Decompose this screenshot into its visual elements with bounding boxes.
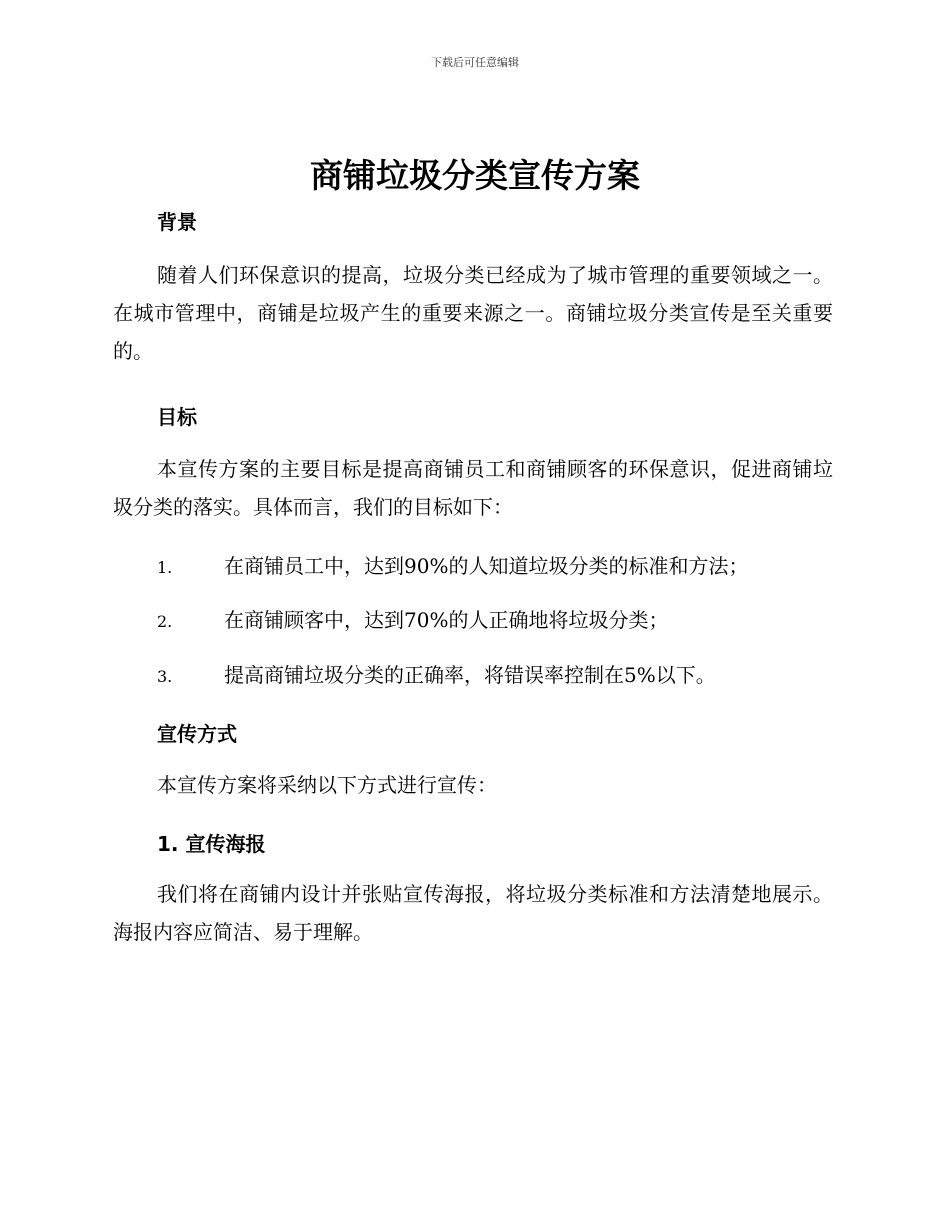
list-item-number: 1. <box>157 558 173 577</box>
document-title: 商铺垃圾分类宣传方案 <box>310 156 640 195</box>
heading-background: 背景 <box>157 210 197 234</box>
list-item-number: 2. <box>157 612 173 631</box>
list-item-text: 在商铺员工中，达到90%的人知道垃圾分类的标准和方法； <box>224 554 749 578</box>
list-item-number: 3. <box>157 667 173 686</box>
paragraph-posters: 我们将在商铺内设计并张贴宣传海报，将垃圾分类标准和方法清楚地展示。海报内容应简洁、易于理解。 <box>113 882 833 944</box>
list-item-text: 在商铺顾客中，达到70%的人正确地将垃圾分类； <box>224 608 669 632</box>
paragraph-goals: 本宣传方案的主要目标是提高商铺员工和商铺顾客的环保意识，促进商铺垃圾分类的落实。具体而言，我们的目标如下： <box>113 457 833 519</box>
paragraph-background: 随着人们环保意识的提高，垃圾分类已经成为了城市管理的重要领域之一。在城市管理中，商铺是垃圾产生的重要来源之一。商铺垃圾分类宣传是至关重要的。 <box>113 263 833 363</box>
page-header-note: 下载后可任意编辑 <box>431 56 519 69</box>
list-item <box>157 601 837 641</box>
heading-methods: 宣传方式 <box>157 722 237 746</box>
heading-goals: 目标 <box>157 405 197 429</box>
subheading-posters: 1. 宣传海报 <box>157 832 266 856</box>
paragraph-methods-intro: 本宣传方案将采纳以下方式进行宣传： <box>157 773 497 797</box>
list-item <box>157 656 837 696</box>
list-item-text: 提高商铺垃圾分类的正确率，将错误率控制在5%以下。 <box>224 663 716 687</box>
list-item <box>157 547 837 587</box>
